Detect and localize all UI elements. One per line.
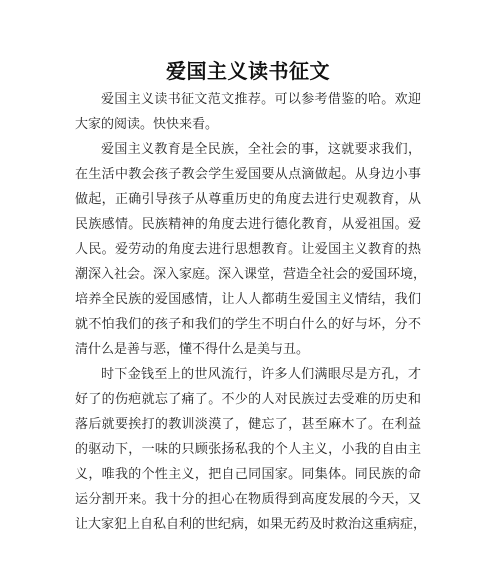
- text-line: 落后就要挨打的教训淡漠了，健忘了，甚至麻木了。在利益: [75, 417, 421, 432]
- text-line: 人民。爱劳动的角度去进行思想教育。让爱国主义教育的热: [75, 242, 421, 257]
- text-line: 义，唯我的个性主义，把自己同国家。同集体。同民族的命: [75, 467, 421, 482]
- paragraph: [75, 137, 427, 362]
- document-title: 爱国主义读书征文: [166, 59, 330, 83]
- text-line: 大家的阅读。快快来看。: [75, 117, 219, 132]
- text-line: 培养全民族的爱国感情，让人人都萌生爱国主义情结，我们: [75, 292, 421, 307]
- text-line: 的驱动下，一味的只顾张扬私我的个人主义，小我的自由主: [75, 442, 421, 457]
- text-line: 运分割开来。我十分的担心在物质得到高度发展的今天，又: [75, 492, 421, 507]
- document-body: [75, 87, 427, 537]
- text-line: 潮深入社会。深入家庭。深入课堂，营造全社会的爱国环境，: [75, 267, 427, 282]
- text-line: 在生活中教会孩子教会学生爱国要从点滴做起。从身边小事: [75, 167, 421, 182]
- text-line: 做起，正确引导孩子从尊重历史的角度去进行史观教育，从: [75, 192, 421, 207]
- text-line: 民族感情。民族精神的角度去进行德化教育，从爱祖国。爱: [75, 217, 421, 232]
- text-line: 爱国主义教育是全民族，全社会的事，这就要求我们，: [101, 142, 421, 157]
- paragraph: [75, 362, 427, 537]
- text-line: 让大家犯上自私自利的世纪病，如果无药及时救治这重病症，: [75, 517, 427, 532]
- paragraph: [75, 87, 421, 137]
- text-line: 好了的伤疤就忘了痛了。不少的人对民族过去受难的历史和: [75, 392, 421, 407]
- text-line: 清什么是善与恶，懂不得什么是美与丑。: [75, 342, 310, 357]
- text-line: 就不怕我们的孩子和我们的学生不明白什么的好与坏，分不: [75, 317, 421, 332]
- text-line: 时下金钱至上的世风流行，许多人们满眼尽是方孔，才: [101, 367, 421, 382]
- text-line: 爱国主义读书征文范文推荐。可以参考借鉴的哈。欢迎: [101, 92, 421, 107]
